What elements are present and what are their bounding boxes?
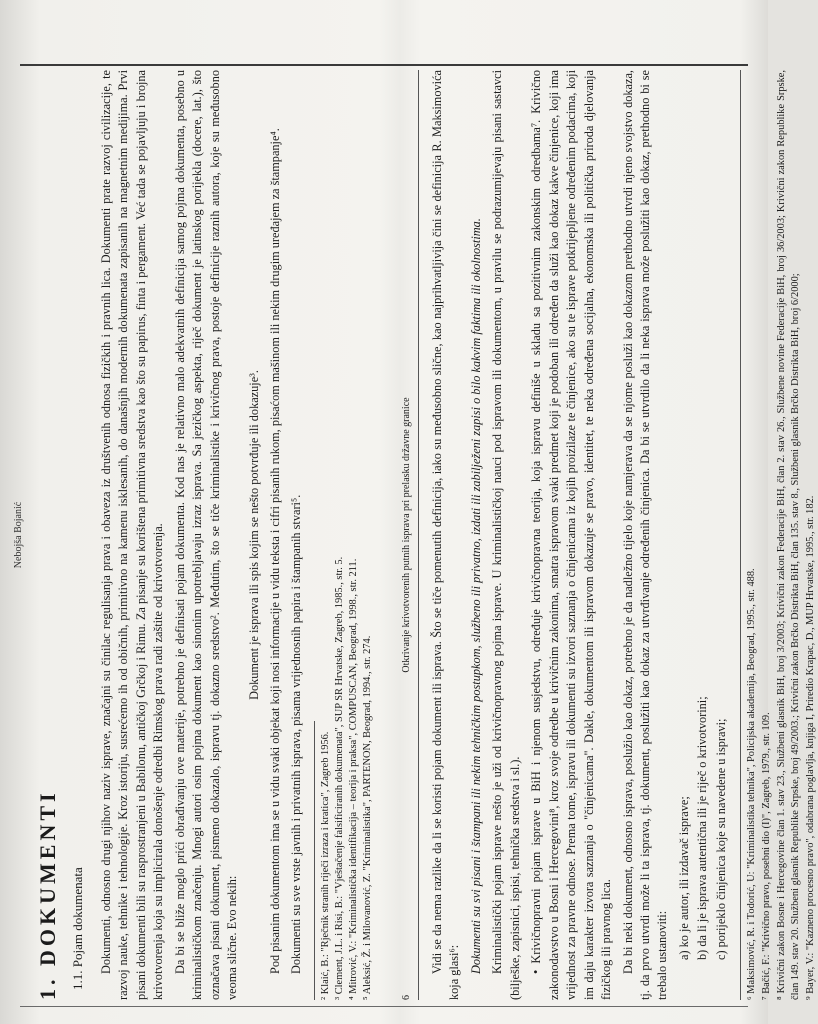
footnote: ⁹ Bayer, V.: "Kazneno procesno pravo", odabrana poglavlja, knjiga I, Priredio Krapac, D., MUP Hrvatske, 1995., str. 182.: [805, 495, 817, 1000]
list-item: c) porijeklo činjenica koje su navedene u ispravi;: [713, 718, 728, 960]
definition-quote: Pod pisanim dokumentom ima se u vidu svaki objekat koji nosi informacije u vidu teksta i cifri pisanih rukom, pisaćom mašinom ili nekim drugim uređajem za štampanje⁴.: [267, 128, 282, 974]
right-footnotes: [740, 70, 818, 1000]
footnote: ⁶ Maksimović, R. i Todorić, U: "Kriminalistika tehnika", Policijska akademija, Beograd, 1995., str. 488.: [746, 568, 758, 1000]
footnote: ⁷ Bačić, F.: "Krivično pravo, posebni dio (I)", Zagreb, 1979., str. 109.: [761, 712, 773, 1000]
paragraph: Vidi se da nema razlike da li se koristi pojam dokument ili isprava. Što se tiče pomenutih definicija, iako su međusobno slične, kao najprihvatljivija čini se definicija R. Maksimovića koja glasi⁶:: [430, 70, 462, 1000]
left-footnotes: [319, 70, 375, 1000]
bottom-rule: [20, 1006, 748, 1007]
footnote: ⁵ Aleksić, Ž. i Milovanović, Z. "Kriminalistika", PARTENON, Beograd, 1994., str. 274.: [362, 635, 373, 1000]
right-running-head: Otkrivanje krivotvorenih putnih isprava pri prelasku državne granice: [401, 397, 412, 673]
paragraph: Da bi se bliže moglo prići obrađivanju ove materije, potrebno je definisati pojam dokumenta. Kod nas je relativno malo adekvatnih definicija samog pojma dokumenta, posebno u kriminalističkom značenju. Mnogi autori osim pojma dokument kao sinonim upotrebljavaju izraz isprava. Sa jezičkog aspekta, riječ dokument je latinskog porijekla (docere, lat.), što označava pisani dokument, pismeno dokazalo, ispravu tj. dokazno sredstvo². Međutim, što se tiče kriminalistike i krivičnog prava, postoje definicije raznih autora, koje su međusobno veoma slične. Evo nekih:: [172, 70, 240, 1000]
definition-quote: Dokumenti su sve vrste javnih i privatnih isprava, pisama vrijednosnih papira i štampanih stvari⁵.: [289, 494, 304, 974]
footnote-rule: [314, 721, 315, 1000]
left-running-head: Nebojša Bojanić: [13, 501, 24, 569]
page-number: 6: [401, 995, 412, 1000]
criteria-list: [676, 70, 730, 960]
definition-quote: Dokument je isprava ili spis kojim se nešto potvrđuje ili dokazuje³.: [246, 370, 261, 700]
list-item: a) ko je autor, ili izdavač isprave;: [676, 796, 691, 960]
list-item: b) da li je isprava autentična ili je riječ o krivotvorini;: [695, 696, 710, 960]
footnote: ⁴ Mitrović, V.: "Kriminalistička identifikacija – teorija i praksa", COMPUSCAN, Beograd, 1998., str. 211.: [347, 558, 359, 1000]
top-rule: [20, 64, 748, 66]
left-page: [12, 70, 384, 1000]
right-page: [400, 70, 817, 1000]
paragraph: Dokumenti, odnosno drugi njihov naziv isprave, značajni su činilac regulisanja prava i obaveza iz društvenih odnosa fizičkih i pravnih lica. Dokumenti prate razvoj civilizacije, te razvoj nauke, tehnike i tehnologije. Kroz istoriju, susrećemo ih od običnih, primitivno na kamenu isklesanih, do današnjih modernih dokumenata zapisanih na magnetnim medijima. Prvi pisani dokumenti bili su rasprostranjeni u Babilonu, antičkoj Grčkoj i Rimu. Za pisanje su korištena primitivna sredstva kao što su papirus, finta i pergament. Već tada se pojavljuju i brojna krivotvorenja koja su implicirala donošenje odredbi Rimskog prava radi zaštite od krivotvorenja.: [98, 70, 166, 1000]
footnote: ³ Clement, J.L. i Risi, B.: "Vještačenje falsificiranih dokumenata", SUP SR Hrvatske, Zagreb, 1985., str. 5.: [333, 556, 345, 1000]
right-header: [400, 70, 419, 1000]
chapter-title: 1. DOKUMENTI: [35, 789, 61, 1000]
definition-quote: Dokumenti su svi pisani i štampani ili nekim tehničkim postupkom, službeno ili privatno, izdati ili zabilježeni zapisi o bilo kakvim faktima ili okolnostima.: [468, 218, 483, 974]
paragraph: Kriminalistički pojam isprave nešto je uži od krivičnopravnog pojma isprave. U kriminalističkoj nauci pod ispravom ili dokumentom, u pravilu se podrazumijevaju pisani sastavci (bilješke, zapisnici, ispisi, tehnička sredstva i sl.).: [490, 70, 522, 1000]
footnote: ⁸ Krivični zakon Bosne i Hercegovine član 1. stav 23., Službeni glasnik BiH, broj 3/2003; Krivični zakon Federacije BiH, član 2. stav 26., Službene novine Federacije BiH, broj 36/2003; Krivični zakon Republike Srpske, član 149. stav 20. Službeni glasnik Republike Srpske, broj 49/2003.; Krivični zakon Brčko Distrikta BiH, član 135. stav 8., Službeni glasnik Brčko Distrikta BiH, broj 6/2000;: [776, 70, 802, 1000]
paragraph: Da bi neki dokument, odnosno isprava, poslužio kao dokaz, potrebno je da nadležno tijelo koje namjerava da se njome posluži kao dokazom prethodno utvrdi njeno svojstvo dokaza, tj. da prvo utvrdi može li ta isprava, tj. dokument, poslužiti kao dokaz za utvrđivanje određenih činjenica. Da bi se utvrdilo da li neka isprava može poslužiti kao dokaz, prethodno bi se trebalo ustanoviti:: [620, 70, 670, 1000]
section-title: 1.1. Pojam dokumenata: [70, 867, 86, 990]
footnote: ² Klaić, B.: "Rječnik stranih riječi izraza i kratica", Zagreb 1956.: [319, 731, 331, 1000]
paragraph: • Krivičnopravni pojam isprave u BiH i njenom susjedstvu, određuje krivičnopravna teorija, koja ispravu definiše u skladu sa pozitivnim zakonskim odredbama⁷. Krivično zakonodavstvo u Bosni i Hercegovini⁸, kroz svoje odredbe u krivičnim zakonima, smatra ispravom svaki predmet koji je podoban ili određen da služi kao dokaz kakve činjenice, koji ima vrijednost za pravne odnose. Prema tome, ispravu ili dokumenti su izvori saznanja o činjenicama iz kojih proizilaze te činjenice, ako su te isprave potkrijepljene određenim podacima, koji im daju karakter izvora saznanja o "činjenicama". Dakle, dokumentom ili ispravom dokazuje se pravo, identitet, te neka određena socijalna, ekonomska ili politička priroda djelovanja fizičkog ili pravnog lica.: [529, 70, 614, 1000]
